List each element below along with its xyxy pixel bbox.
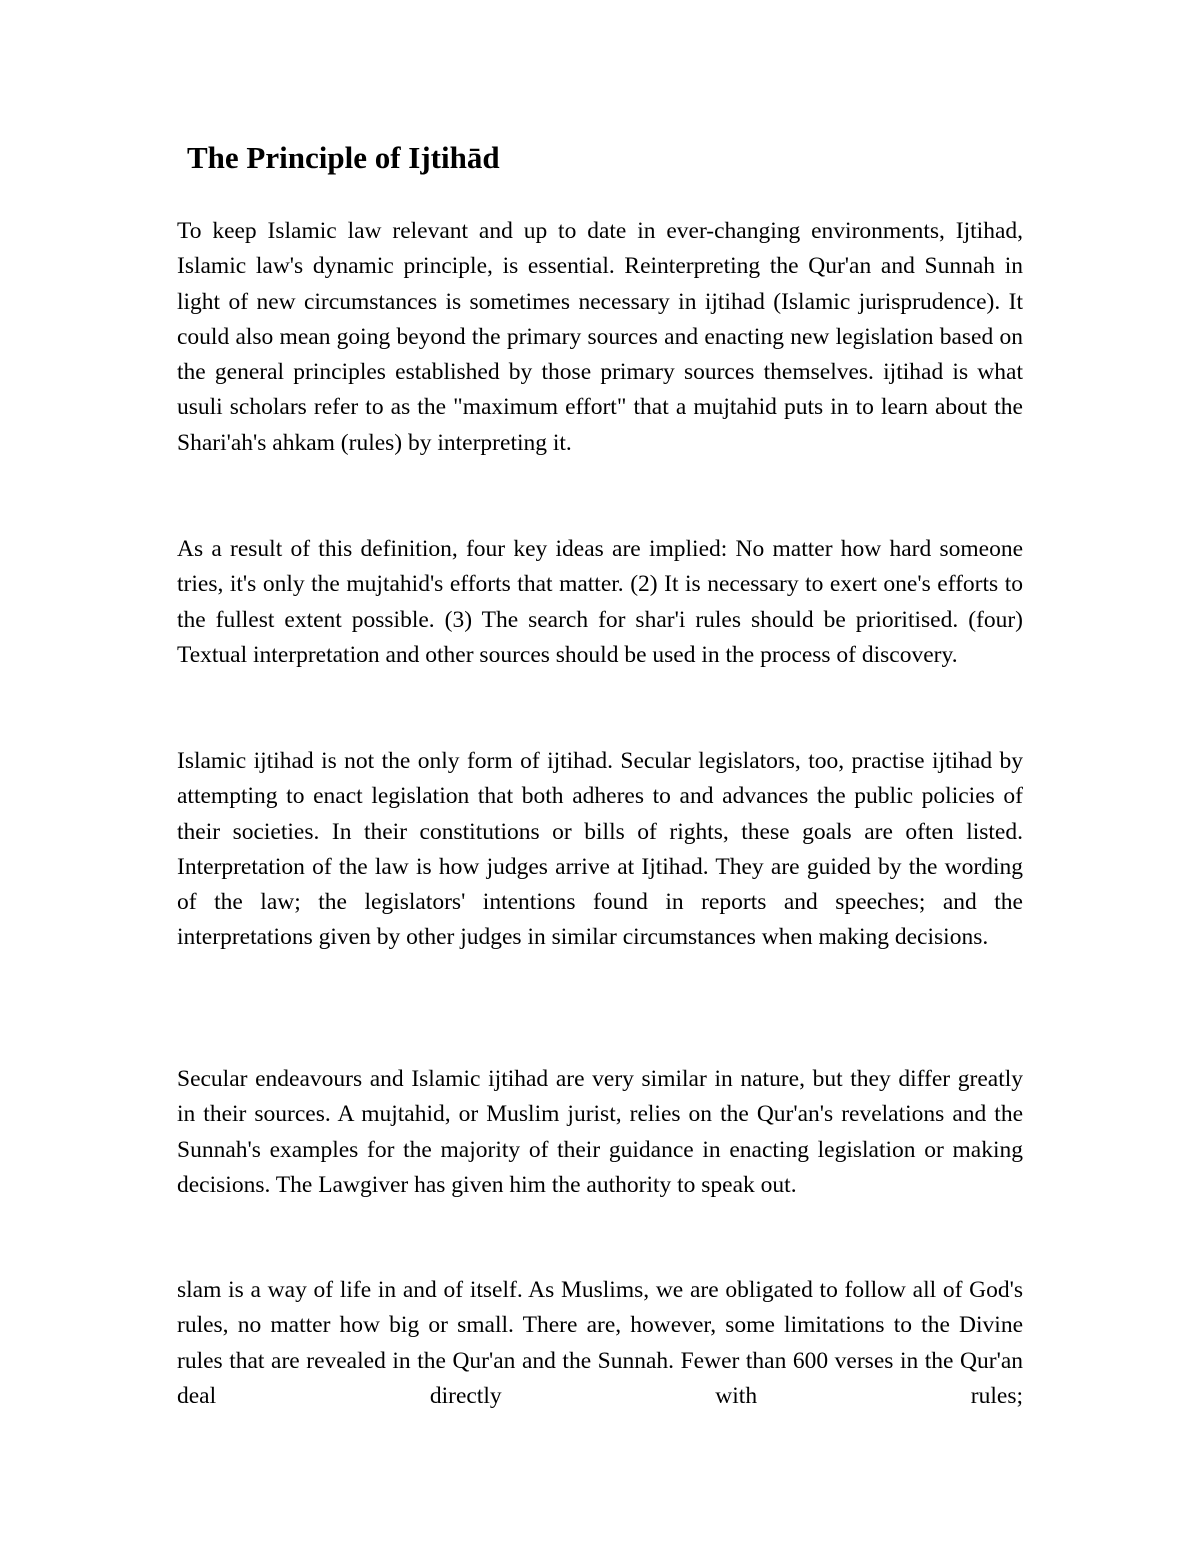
paragraph-definition: To keep Islamic law relevant and up to date in ever-changing environments, Ijtihad, Islamic law's dynamic principle, is essential. Reinterpreting the Qur'an and Sunnah in light of new circumstances is sometimes necessary in ijtihad (Islamic jurisprudence). It could also mean going beyond the primary sources and enacting new legislation based on the general principles established by those primary sources themselves. ijtihad is what usuli scholars refer to as the "maximum effort" that a mujtahid puts in to learn about the Shari'ah's ahkam (rules) by interpreting it. <box>177 218 1023 456</box>
paragraph-secular-ijtihad: Islamic ijtihad is not the only form of ijtihad. Secular legislators, too, practise ijtihad by attempting to enact legislation that both adheres to and advances the public policies of their societies. In their constitutions or bills of rights, these goals are often listed. Interpretation of the law is how judges arrive at Ijtihad. They are guided by the wording of the law; the legislators' intentions found in reports and speeches; and the interpretations given by other judges in similar circumstances when making decisions. <box>177 748 1023 951</box>
document-title: The Principle of Ijtihād <box>187 140 500 175</box>
paragraph-key-ideas: As a result of this definition, four key ideas are implied: No matter how hard someone tries, it's only the mujtahid's efforts that matter. (2) It is necessary to exert one's efforts to the fullest extent possible. (3) The search for shar'i rules should be prioritised. (four) Textual interpretation and other sources should be used in the process of discovery. <box>177 536 1023 668</box>
paragraph-way-of-life: slam is a way of life in and of itself. As Muslims, we are obligated to follow all of God's rules, no matter how big or small. There are, however, some limitations to the Divine rules that are revealed in the Qur'an and the Sunnah. Fewer than 600 verses in the Qur'an deal directly with rules; <box>177 1277 1023 1409</box>
paragraph-sources: Secular endeavours and Islamic ijtihad are very similar in nature, but they differ greatly in their sources. A mujtahid, or Muslim jurist, relies on the Qur'an's revelations and the Sunnah's examples for the majority of their guidance in enacting legislation or making decisions. The Lawgiver has given him the authority to speak out. <box>177 1066 1023 1198</box>
